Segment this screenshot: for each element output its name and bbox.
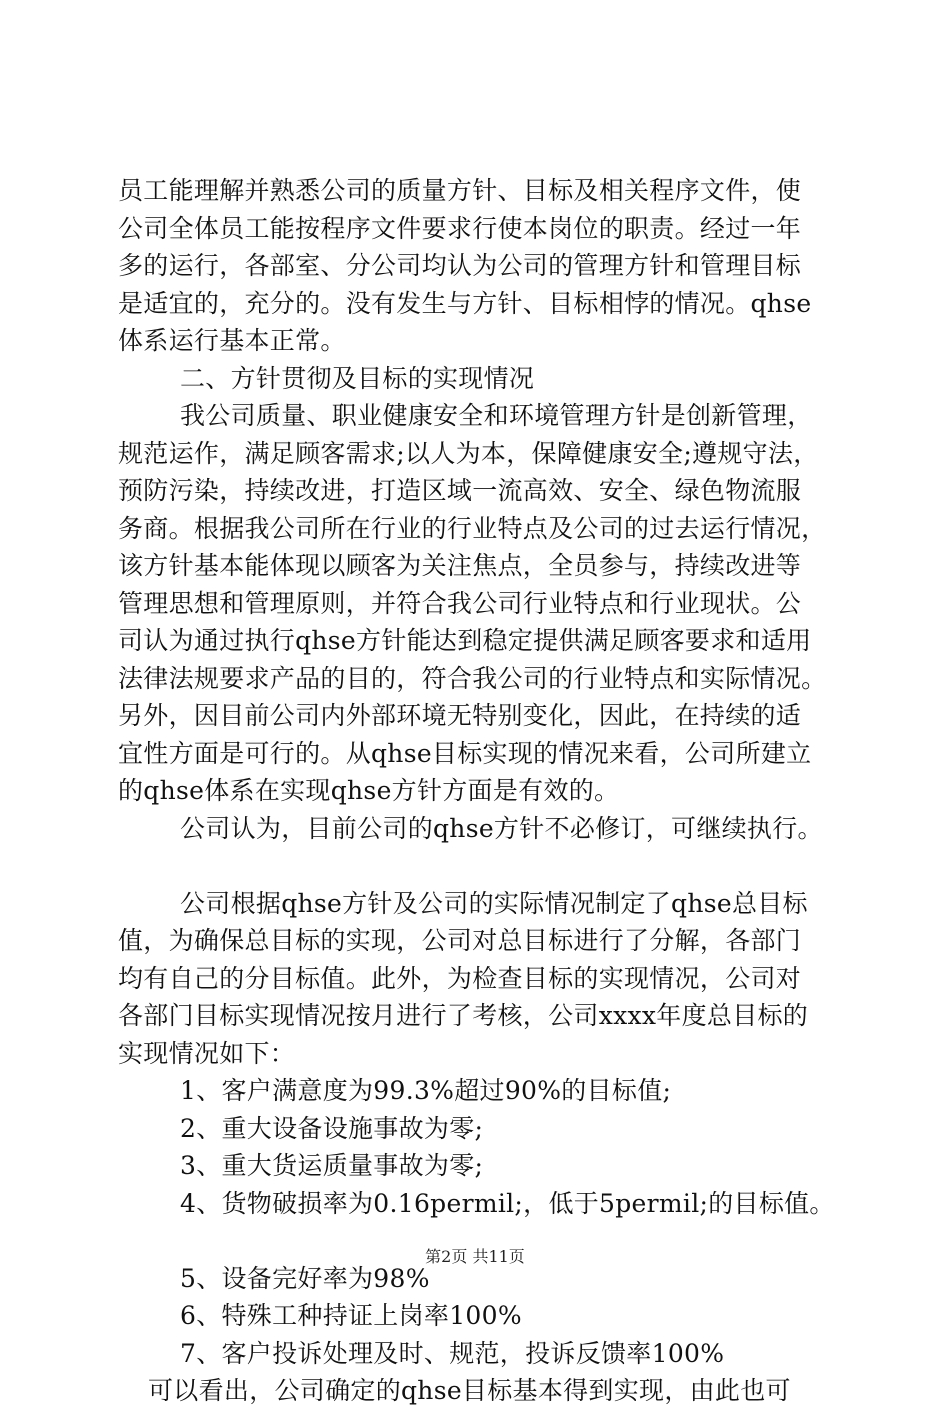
paragraph-line: 均有自己的分目标值。此外，为检查目标的实现情况，公司对 <box>118 963 802 993</box>
paragraph-line: 员工能理解并熟悉公司的质量方针、目标及相关程序文件，使 <box>118 176 802 205</box>
paragraph-line: 公司认为，目前公司的qhse方针不必修订，可继续执行。 <box>180 813 823 843</box>
paragraph-line: 是适宜的，充分的。没有发生与方针、目标相悖的情况。qhse <box>118 288 812 318</box>
list-item: 6、特殊工种持证上岗率100% <box>180 1301 522 1330</box>
list-item: 4、货物破损率为0.16permil;，低于5permil;的目标值。 <box>180 1188 835 1218</box>
paragraph-line: 我公司质量、职业健康安全和环境管理方针是创新管理， <box>180 401 813 430</box>
document-body <box>118 172 838 1410</box>
list-item: 1、客户满意度为99.3%超过90%的目标值; <box>180 1076 672 1105</box>
paragraph-line: 宜性方面是可行的。从qhse目标实现的情况来看，公司所建立 <box>118 738 812 768</box>
paragraph-line: 体系运行基本正常。 <box>118 326 346 355</box>
paragraph-line: 务商。根据我公司所在行业的行业特点及公司的过去运行情况， <box>118 513 827 543</box>
paragraph-line: 各部门目标实现情况按月进行了考核，公司xxxx年度总目标的 <box>118 1001 809 1030</box>
paragraph-line: 多的运行，各部室、分公司均认为公司的管理方针和管理目标 <box>118 251 802 280</box>
list-item: 5、设备完好率为98% <box>180 1263 430 1293</box>
list-item: 3、重大货运质量事故为零; <box>180 1151 484 1180</box>
paragraph-line: 管理思想和管理原则，并符合我公司行业特点和行业现状。公 <box>118 588 802 618</box>
list-item: 7、客户投诉处理及时、规范，投诉反馈率100% <box>180 1338 725 1368</box>
paragraph-line: 司认为通过执行qhse方针能达到稳定提供满足顾客要求和适用 <box>118 626 812 655</box>
paragraph-line: 另外，因目前公司内外部环境无特别变化，因此，在持续的适 <box>118 701 802 730</box>
section-heading: 二、方针贯彻及目标的实现情况 <box>180 363 535 393</box>
paragraph-line: 实现情况如下： <box>118 1038 296 1068</box>
paragraph-line: 值，为确保总目标的实现，公司对总目标进行了分解，各部门 <box>118 926 802 955</box>
paragraph-line: 该方针基本能体现以顾客为关注焦点，全员参与，持续改进等 <box>118 551 802 580</box>
page-footer: 第2页 共11页 <box>425 1247 525 1266</box>
list-item: 2、重大设备设施事故为零; <box>180 1113 484 1143</box>
paragraph-line: 预防污染，持续改进，打造区域一流高效、安全、绿色物流服 <box>118 476 802 505</box>
blank-line <box>118 847 838 885</box>
paragraph-line: 公司根据qhse方针及公司的实际情况制定了qhse总目标 <box>180 888 808 918</box>
paragraph-line: 法律法规要求产品的目的，符合我公司的行业特点和实际情况。 <box>118 663 827 693</box>
paragraph-line: 公司全体员工能按程序文件要求行使本岗位的职责。经过一年 <box>118 213 802 243</box>
paragraph-line: 的qhse体系在实现qhse方针方面是有效的。 <box>118 776 620 805</box>
paragraph-line: 可以看出，公司确定的qhse目标基本得到实现，由此也可 <box>148 1376 791 1405</box>
paragraph-line: 规范运作，满足顾客需求;以人为本，保障健康安全;遵规守法， <box>118 438 819 468</box>
